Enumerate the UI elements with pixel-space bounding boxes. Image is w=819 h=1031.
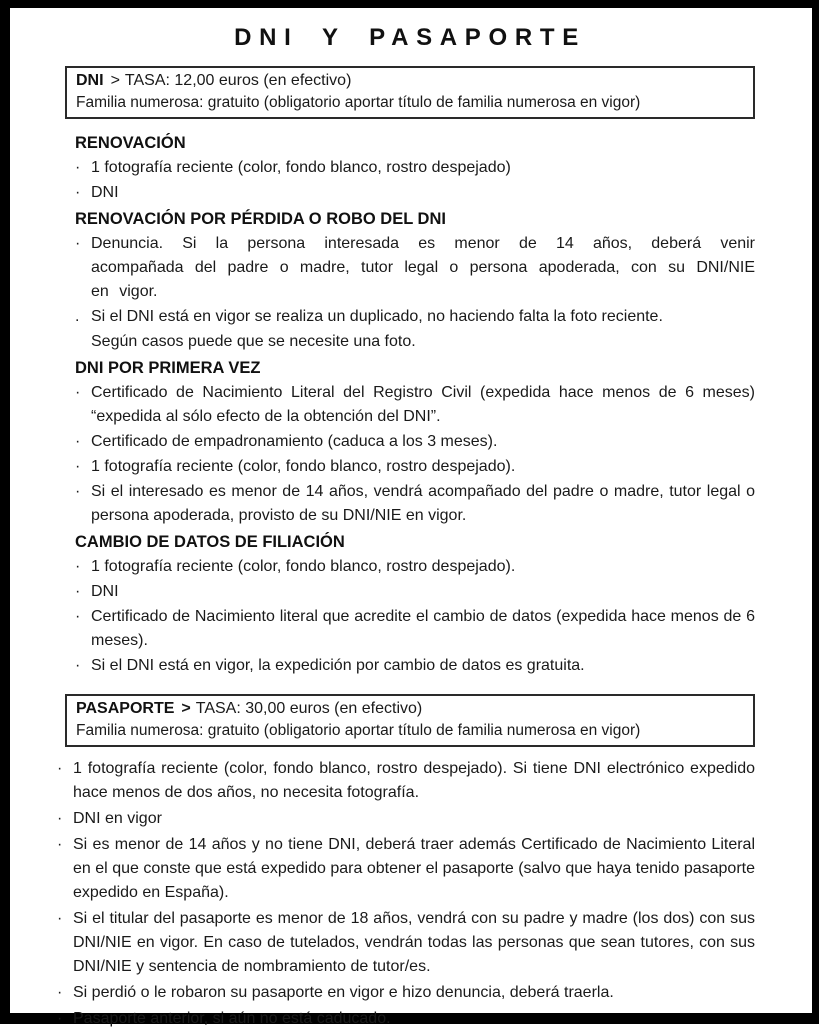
bullet-marker: · [75,235,81,252]
list-item-text: Pasaporte anterior, si aún no está caducado. [73,1010,391,1027]
bullet-marker: · [75,458,81,475]
list-item-text: 1 fotografía reciente (color, fondo blanco, rostro despejado). Si tiene DNI electrónico expedido hace menos de dos años, no necesita fotografía. [73,760,755,801]
bullet-marker: · [75,608,81,625]
section-heading-primera-vez: DNI POR PRIMERA VEZ [75,359,261,377]
list-item [75,605,755,653]
list-item-text: Según casos puede que se necesite una foto. [91,333,416,350]
list-item-text: 1 fotografía reciente (color, fondo blanco, rostro despejado) [91,159,511,176]
bullet-marker: · [57,984,63,1001]
list-item [75,156,755,180]
bullet-marker: · [57,760,63,777]
list-item [75,555,755,579]
bullet-marker: · [75,583,81,600]
pasaporte-fee-line [76,698,744,720]
list-item [75,330,755,354]
dni-fee-line [76,70,744,92]
list-item-text: Certificado de Nacimiento Literal del Registro Civil (expedida hace menos de 6 meses) “expedida al sólo efecto de la obtención del DNI”. [91,384,755,425]
list-item-text: 1 fotografía reciente (color, fondo blanco, rostro despejado). [91,458,516,475]
bullet-marker [75,330,91,354]
list-item-text: DNI [91,184,119,201]
list-item [75,654,755,678]
section-heading-renovacion: RENOVACIÓN [75,134,186,152]
list-item-text: Si el titular del pasaporte es menor de 18 años, vendrá con su padre y madre (los dos) con sus DNI/NIE en vigor. En caso de tutelados, vendrán todas las personas que sean tutores, con sus DNI/NIE y sentencia de nombramiento de tutor/es. [73,910,755,975]
pasaporte-label: PASAPORTE [76,700,175,717]
list-item-text: Si es menor de 14 años y no tiene DNI, deberá traer además Certificado de Nacimiento Literal en el que conste que está expedido para obtener el pasaporte (salvo que haya tenido pasaporte expedido en España). [73,836,755,901]
list-item [75,181,755,205]
bullet-marker: · [75,483,81,500]
bullet-marker: · [75,433,81,450]
list-item [57,1007,755,1031]
pasaporte-fee-text: TASA: 30,00 euros (en efectivo) [195,700,423,717]
pasaporte-family-text: Familia numerosa: gratuito (obligatorio aportar título de familia numerosa en vigor) [76,722,641,739]
list-item-text: Si perdió o le robaron su pasaporte en vigor e hizo denuncia, deberá traerla. [73,984,614,1001]
pasaporte-requirements-section [57,757,755,1031]
list-item-text: 1 fotografía reciente (color, fondo blanco, rostro despejado). [91,558,516,575]
section-heading-cambio-datos: CAMBIO DE DATOS DE FILIACIÓN [75,533,345,551]
dni-family-text: Familia numerosa: gratuito (obligatorio aportar título de familia numerosa en vigor) [76,94,641,111]
list-item [57,807,755,831]
bullet-marker: · [75,159,81,176]
greater-than-symbol: > [110,72,120,89]
list-item-text: Certificado de empadronamiento (caduca a los 3 meses). [91,433,498,450]
list-item-text: Si el DNI está en vigor se realiza un duplicado, no haciendo falta la foto reciente. [91,308,663,325]
list-item [57,981,755,1005]
list-item-text: Denuncia. Si la persona interesada es menor de 14 años, deberá venir acompañada del padre o madre, tutor legal o persona apoderada, con su DNI/NIE en vigor. [91,235,755,300]
bullet-marker: · [57,910,63,927]
list-item [57,907,755,979]
greater-than-symbol: > [181,700,191,717]
list-item [75,381,755,429]
list-item [75,455,755,479]
bullet-marker: · [75,558,81,575]
bullet-marker: · [57,836,63,853]
bullet-marker: · [57,1010,63,1027]
bullet-marker: · [75,657,81,674]
bullet-marker: · [75,184,81,201]
list-item [75,232,755,304]
bullet-marker: · [57,810,63,827]
list-item [57,833,755,905]
list-item [75,430,755,454]
list-item [75,480,755,528]
list-item-text: DNI [91,583,119,600]
dni-label: DNI [76,72,104,89]
dni-requirements-section [75,131,755,678]
bullet-marker: . [75,308,80,325]
list-item-text: DNI en vigor [73,810,162,827]
list-item-text: Certificado de Nacimiento literal que acredite el cambio de datos (expedida hace menos de 6 meses). [91,608,755,649]
list-item [75,305,755,329]
bullet-marker: · [75,384,81,401]
list-item [75,580,755,604]
section-heading-renovacion-perdida: RENOVACIÓN POR PÉRDIDA O ROBO DEL DNI [75,210,446,228]
dni-fee-box [65,66,755,119]
document-sheet [10,8,812,1027]
list-item [57,757,755,805]
pasaporte-fee-box [65,694,755,747]
dni-fee-text: TASA: 12,00 euros (en efectivo) [124,72,352,89]
page-title: DNI Y PASAPORTE [234,24,586,51]
list-item-text: Si el DNI está en vigor, la expedición por cambio de datos es gratuita. [91,657,585,674]
list-item-text: Si el interesado es menor de 14 años, vendrá acompañado del padre o madre, tutor legal o persona apoderada, provisto de su DNI/NIE en vigor. [91,483,755,524]
